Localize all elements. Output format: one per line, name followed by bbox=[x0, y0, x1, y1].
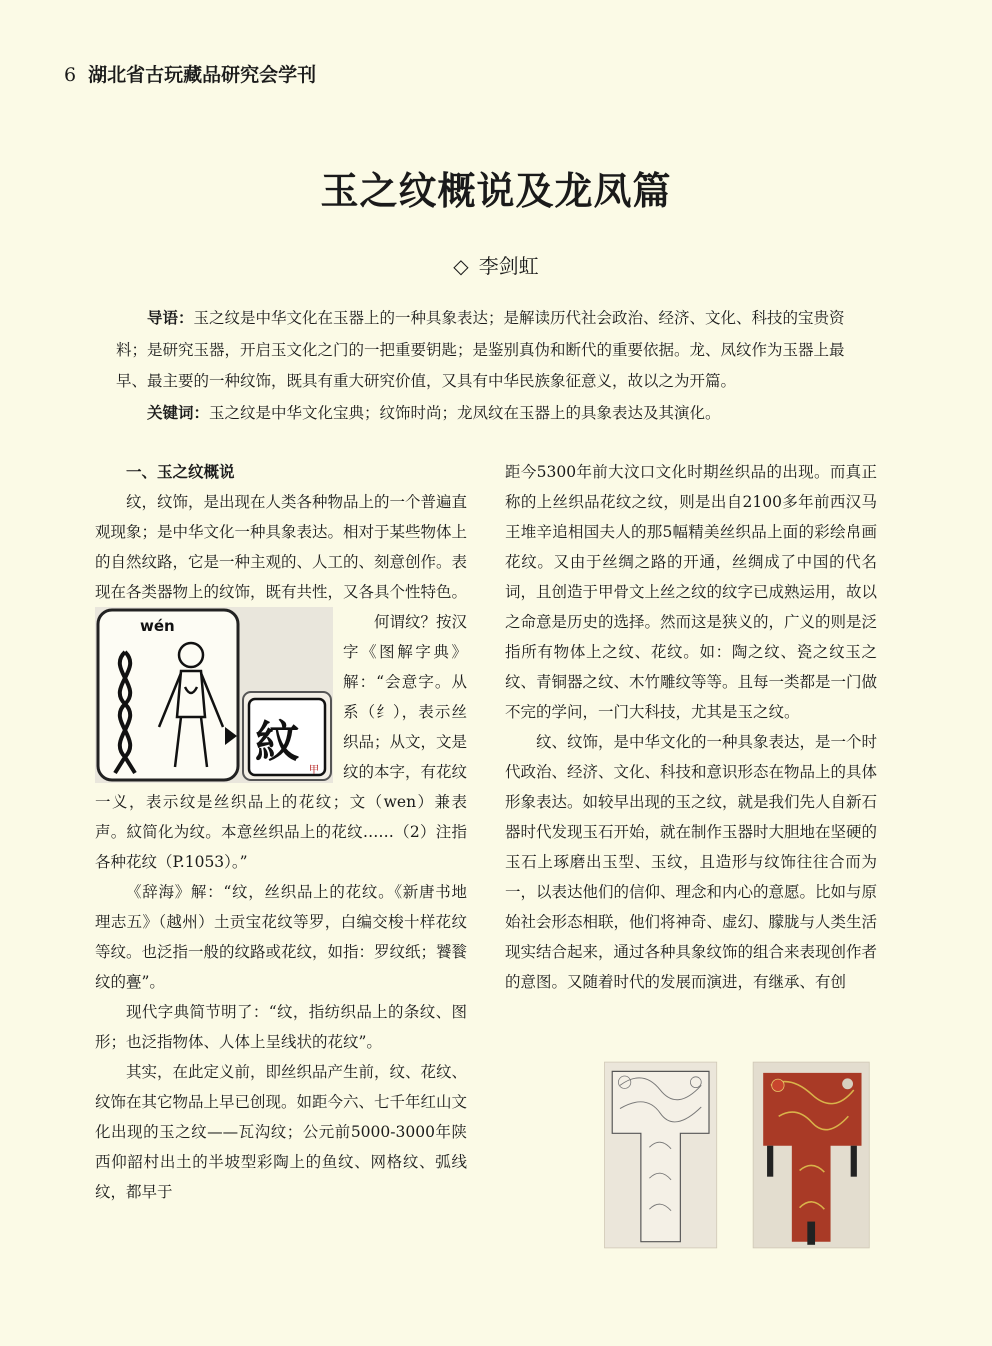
pinyin-label: wén bbox=[140, 617, 175, 635]
lead-label: 导语： bbox=[147, 309, 194, 327]
right-column bbox=[505, 457, 877, 997]
line-drawing-silk-banner bbox=[604, 1062, 716, 1248]
journal-name: 湖北省古玩藏品研究会学刊 bbox=[88, 64, 317, 86]
keywords-label: 关键词： bbox=[147, 403, 210, 422]
paragraph: 何谓纹？按汉字《图解字典》解：“会意字。从系（纟），表示丝织品；从文，文是纹的本字，有花纹一义，表示纹是丝织品上的花纹；文（wen）兼表声。紋简化为纹。本意丝织品上的花纹……（2）注指各种花纹（P.1053）。” bbox=[95, 613, 468, 871]
author-name: 李剑虹 bbox=[478, 254, 539, 278]
oracle-tag: 甲 bbox=[309, 765, 319, 776]
silk-painting-figures bbox=[589, 1035, 877, 1275]
paragraph: 纹、纹饰，是中华文化的一种具象表达，是一个时代政治、经济、文化、科技和意识形态在物品上的具体形象表达。如较早出现的玉之纹，就是我们先人自新石器时代发现玉石开始，就在制作玉器时大胆地在坚硬的玉石上琢磨出玉型、玉纹，且造形与纹饰往往合而为一，以表达他们的信仰、理念和内心的意愿。比如与原始社会形态相联，他们将神奇、虚幻、朦胧与人类生活现实结合起来，通过各种具象纹饰的组合来表现创作者的意图。又随着时代的发展而演进，有继承、有创 bbox=[505, 733, 878, 991]
left-column bbox=[95, 457, 467, 1207]
lead-text: 玉之纹是中华文化在玉器上的一种具象表达；是解读历代社会政治、经济、文化、科技的宝贵资料；是研究玉器，开启玉文化之门的一把重要钥匙；是鉴别真伪和断代的重要依据。龙、凤纹作为玉器上最早、最主要的一种纹饰，既具有重大研究价值，又具有中华民族象征意义，故以之为开篇。 bbox=[116, 309, 845, 390]
paragraph: 《辞海》解：“纹，丝织品上的花纹。《新唐书地理志五》（越州）土贡宝花纹等罗，白编交梭十样花纹等纹。也泛指一般的纹路或花纹，如指：罗纹纸；饕餮纹的亹”。 bbox=[95, 883, 468, 991]
paragraph: 距今5300年前大汶口文化时期丝织品的出现。而真正称的上丝织品花纹之纹，则是出自2100多年前西汉马王堆辛追相国夫人的那5幅精美丝织品上面的彩绘帛画花纹。又由于丝绸之路的开通，丝绸成了中国的代名词，且创造于甲骨文上丝之纹的纹字已成熟运用，故以之命意是历史的选择。然而这是狭义的，广义的则是泛指所有物体上之纹、花纹。如：陶之纹、瓷之纹玉之纹、青铜器之纹、木竹雕纹等等。且每一类都是一门做不完的学问，一门大科技，尤其是玉之纹。 bbox=[505, 463, 878, 721]
paragraph: 现代字典简节明了：“纹，指纺织品上的条纹、图形；也泛指物体、人体上呈线状的花纹”。 bbox=[95, 1003, 467, 1051]
paragraph: 纹，纹饰，是出现在人类各种物品上的一个普遍直观现象；是中华文化一种具象表达。相对于某些物体上的自然纹路，它是一种主观的、人工的、刻意创作。表现在各类器物上的纹饰，既有共性，又各具个性特色。 bbox=[95, 493, 468, 601]
lead-paragraph bbox=[116, 303, 872, 398]
running-header bbox=[64, 60, 316, 87]
paragraph: 其实，在此定义前，即丝织品产生前，纹、花纹、纹饰在其它物品上早已创现。如距今六、七千年红山文化出现的玉之纹——瓦沟纹；公元前5000-3000年陕西仰韶村出土的半坡型彩陶上的鱼纹、网格纹、弧线纹，都早于 bbox=[95, 1063, 468, 1201]
wen-character-figure bbox=[95, 607, 333, 783]
character-label: 紋 bbox=[255, 717, 299, 768]
keywords-paragraph bbox=[116, 398, 872, 430]
diamond-icon: ◇ bbox=[453, 254, 469, 278]
section-heading: 一、玉之纹概说 bbox=[126, 463, 235, 481]
author-line bbox=[0, 250, 992, 279]
article-title: 玉之纹概说及龙凤篇 bbox=[320, 168, 672, 213]
page-number: 6 bbox=[64, 64, 77, 86]
color-silk-banner bbox=[753, 1062, 869, 1248]
keywords-text: 玉之纹是中华文化宝典；纹饰时尚；龙凤纹在玉器上的具象表达及其演化。 bbox=[209, 403, 721, 422]
abstract bbox=[116, 303, 872, 429]
